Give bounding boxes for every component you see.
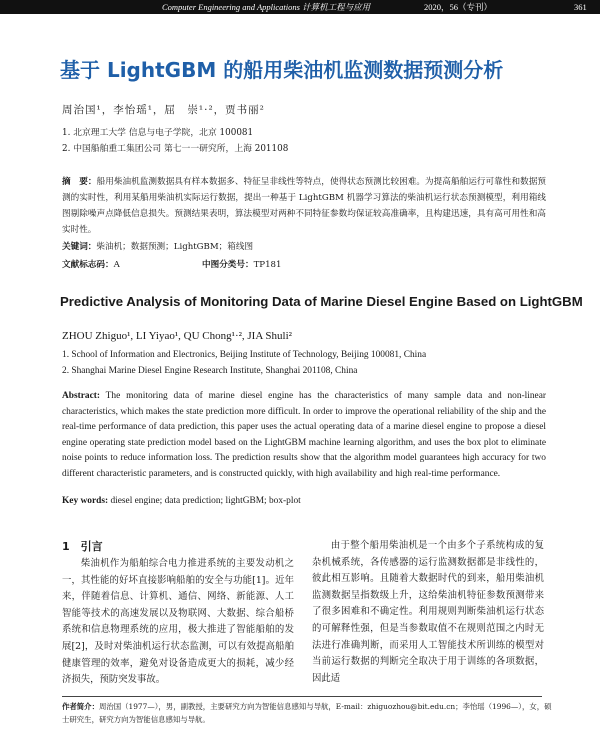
page-number: 361 xyxy=(574,2,587,12)
body-column-left xyxy=(62,556,294,689)
abstract-en-text: The monitoring data of marine diesel engine has the characteristics of many sample data and non-linear characteristics, which makes the state prediction more difficult. In order to improve the operational reliability of the ship and the real-time performance of data prediction, this paper uses the actual operating data of a marine diesel engine to propose a diesel engine operating state prediction model based on the LightGBM machine learning algorithm, and uses the box plot to eliminate noise points to reduce information loss. The prediction results show that the algorithm model guarantees high accuracy for two different characteristic parameters, and is constructed quickly, with high availability and high real-time performance. xyxy=(62,391,546,479)
abstract-cn-text: 船用柴油机监测数据具有样本数据多、特征呈非线性等特点，使得状态预测比较困难。为提高船舶运行可靠性和数据预测的实时性，利用某船用柴油机实际运行数据，提出一种基于 LightGBM 机器学习算法的柴油机运行状态预测模型，利用箱线图剔除噪声点降低信息损失。预测结果表明，算法模型对两种不同特征参数均保证较高准确率，且构建迅速，具有高可用性和高实时性。 xyxy=(62,177,546,235)
abstract-cn xyxy=(62,174,546,238)
keywords-cn-label: 关键词： xyxy=(62,242,97,252)
classification-codes xyxy=(62,258,552,270)
keywords-cn-text: 柴油机；数据预测；LightGBM；箱线图 xyxy=(96,242,254,252)
section-heading-intro: 1 引言 xyxy=(62,540,103,553)
journal-header-bar xyxy=(0,0,600,14)
footnote-label: 作者简介： xyxy=(62,702,99,711)
intro-paragraph-left: 柴油机作为船舶综合电力推进系统的主要发动机之一，其性能的好坏直接影响船舶的安全与功能[1]。近年来，伴随着信息、计算机、通信、网络、新能源、人工智能等技术的高速发展以及物联网、大数据、综合船桥系统和信息物理系统的应用，极大推进了智能船舶的发展[2]，及时对柴油机运行状态监测，可以有效提高船舶健康管理的效率，避免对设备造成更大的损耗，减少经济损失，预防突发事故。 xyxy=(62,558,294,686)
keywords-en-text: diesel engine; data prediction; lightGBM; box-plot xyxy=(110,496,301,506)
abstract-en-label: Abstract: xyxy=(62,391,101,401)
abstract-cn-label: 摘 要： xyxy=(62,177,97,187)
paper-title-en: Predictive Analysis of Monitoring Data of Marine Diesel Engine Based on LightGBM xyxy=(60,294,583,309)
journal-issue: 2020，56（专刊） xyxy=(424,2,493,12)
authors-cn: 周治国¹，李怡瑶¹，屈 崇¹·²，贾书丽² xyxy=(62,104,265,116)
abstract-en xyxy=(62,389,546,482)
footnote-divider xyxy=(62,696,542,697)
authors-en: ZHOU Zhiguo¹, LI Yiyao¹, QU Chong¹·², JIA Shuli² xyxy=(62,330,292,342)
affiliation-cn-1: 1. 北京理工大学 信息与电子学院，北京 100081 xyxy=(62,128,254,138)
affiliation-en-2: 2. Shanghai Marine Diesel Engine Research Institute, Shanghai 201108, China xyxy=(62,366,358,376)
keywords-en xyxy=(62,496,301,506)
keywords-en-label: Key words: xyxy=(62,496,109,506)
footnote-text: 周治国（1977—），男，副教授，主要研究方向为智能信息感知与导航，E-mail：zhiguozhou@bit.edu.cn；李怡瑶（1996—），女，硕士研究生，研究方向为智能信息感知与导航。 xyxy=(62,702,552,724)
keywords-cn xyxy=(62,240,253,252)
intro-paragraph-right: 由于整个船用柴油机是一个由多个子系统构成的复杂机械系统，各传感器的运行监测数据都是非线性的，彼此相互影响。且随着大数据时代的到来，船用柴油机监测数据呈指数级上升，这给柴油机特征参数预测带来了很多困难和不确定性。利用规则判断柴油机运行状态的可解释性强，但是当参数取值不在规则范围之内时无法进行准确判断，而采用人工智能技术所训练的模型对当前运行数据的判断完全取决于用于训练的各项数据，因此适 xyxy=(312,540,544,684)
affiliation-en-1: 1. School of Information and Electronics, Beijing Institute of Technology, Beijing 100081, China xyxy=(62,350,427,360)
journal-name: Computer Engineering and Applications 计算机工程与应用 xyxy=(162,2,371,12)
affiliation-cn-2: 2. 中国船舶重工集团公司 第七一一研究所，上海 201108 xyxy=(62,144,289,154)
class-code-value: TP181 xyxy=(253,260,282,270)
doc-code-label: 文献标志码： xyxy=(62,260,114,270)
doc-code-value: A xyxy=(113,260,120,270)
class-code-label: 中图分类号： xyxy=(202,260,254,270)
paper-title-cn: 基于 LightGBM 的船用柴油机监测数据预测分析 xyxy=(60,58,504,82)
author-footnote xyxy=(62,700,552,726)
body-column-right xyxy=(312,538,544,687)
